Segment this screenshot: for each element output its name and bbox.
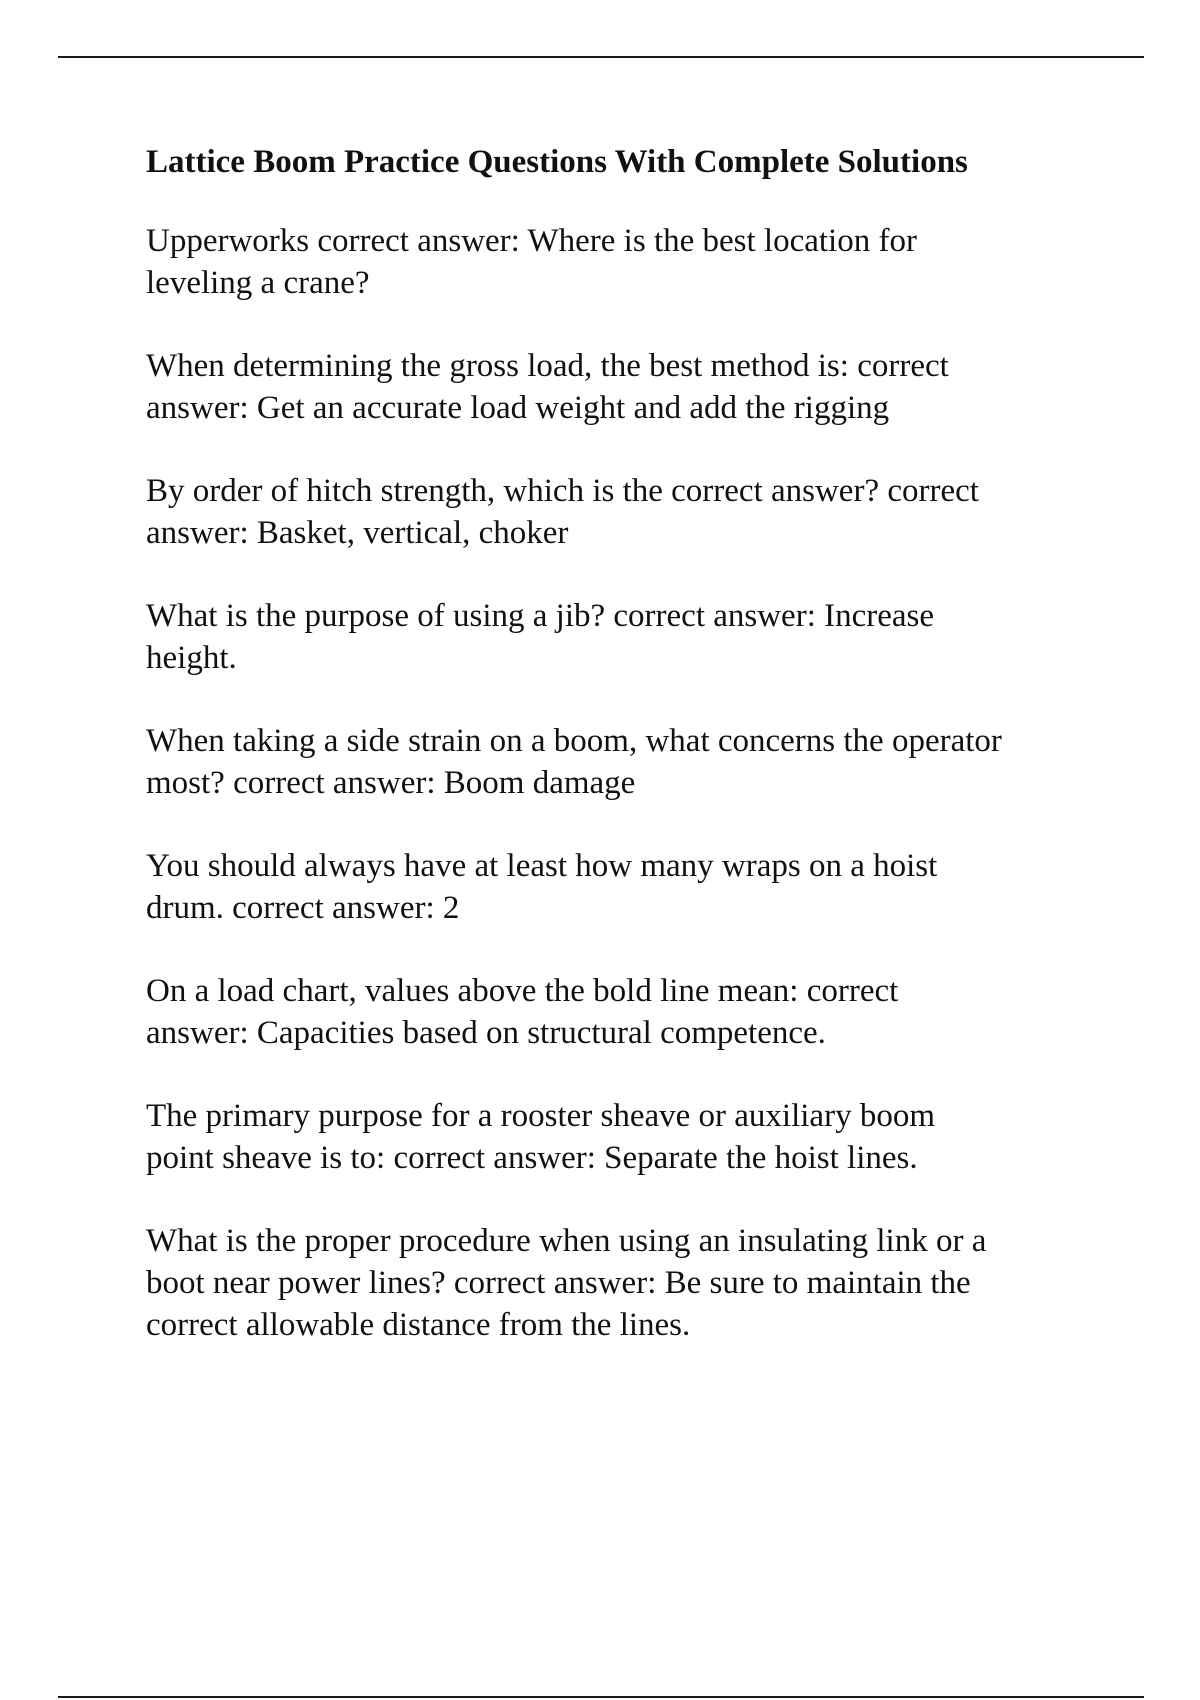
qa-item: Upperworks correct answer: Where is the best location for leveling a crane? — [146, 223, 917, 301]
qa-item: You should always have at least how many wraps on a hoist drum. correct answer: 2 — [146, 848, 938, 926]
document-body — [146, 140, 1106, 1387]
qa-item: When taking a side strain on a boom, what concerns the operator most? correct answer: Boom damage — [146, 723, 1002, 801]
qa-item: The primary purpose for a rooster sheave or auxiliary boom point sheave is to: correct answer: Separate the hoist lines. — [146, 1098, 935, 1176]
qa-item: What is the purpose of using a jib? correct answer: Increase height. — [146, 598, 935, 676]
qa-item: By order of hitch strength, which is the correct answer? correct answer: Basket, vertical, choker — [146, 473, 979, 551]
qa-item: When determining the gross load, the best method is: correct answer: Get an accurate load weight and add the rigging — [146, 348, 949, 426]
header-rule — [58, 56, 1144, 58]
qa-item: What is the proper procedure when using an insulating link or a boot near power lines? correct answer: Be sure to maintain the correct allowable distance from the lines. — [146, 1223, 987, 1343]
document-title: Lattice Boom Practice Questions With Complete Solutions — [146, 144, 968, 180]
qa-item: On a load chart, values above the bold line mean: correct answer: Capacities based on structural competence. — [146, 973, 899, 1051]
footer-rule — [58, 1696, 1144, 1698]
